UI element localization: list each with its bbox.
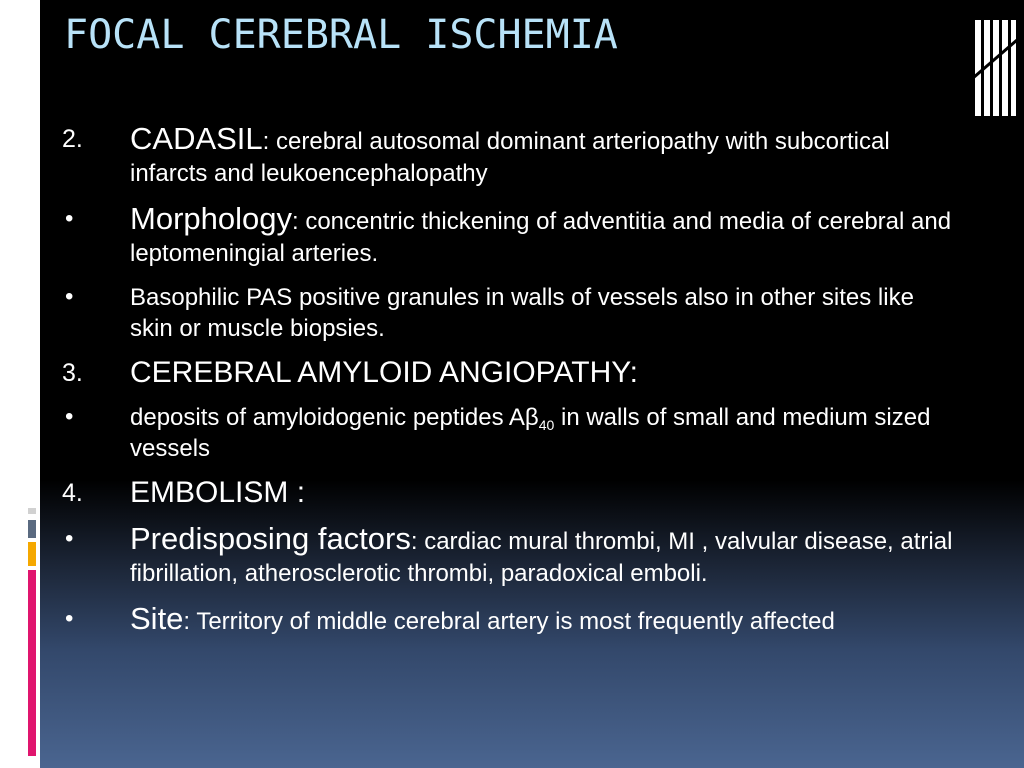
bullet: • (65, 205, 74, 232)
bullet: • (65, 403, 74, 430)
term-morphology: Morphology (130, 201, 292, 236)
decorative-color-bars (28, 508, 40, 758)
list-item-morphology (62, 202, 962, 270)
list-item-cadasil (62, 122, 962, 190)
list-item-amyloid-deposits (62, 402, 962, 464)
definition-morphology: : concentric thickening of adventitia and media of cerebral and leptomeningial arteries. (130, 208, 952, 267)
text-deposits-start: deposits of amyloidogenic peptides Aβ (130, 404, 539, 431)
bullet: • (65, 525, 74, 552)
definition-predisposing-factors: : cardiac mural thrombi, MI , valvular disease, atrial fibrillation, atherosclerotic thrombi, paradoxical emboli. (130, 528, 953, 587)
bullet: • (65, 605, 74, 632)
list-item-basophilic (62, 282, 962, 344)
list-item-amyloid-angiopathy (62, 356, 962, 390)
list-item-site (62, 602, 962, 638)
definition-site: : Territory of middle cerebral artery is most frequently affected (183, 608, 835, 635)
list-number: 3. (62, 359, 83, 387)
term-predisposing-factors: Predisposing factors (130, 521, 411, 556)
slide-content (62, 122, 962, 650)
decor-bar-pink (28, 570, 36, 756)
heading-amyloid-angiopathy: CEREBRAL AMYLOID ANGIOPATHY: (130, 356, 638, 389)
list-number: 2. (62, 125, 83, 153)
window-blinds-icon (973, 18, 1017, 118)
text-basophilic: Basophilic PAS positive granules in walls of vessels also in other sites like skin or muscle biopsies. (130, 284, 914, 342)
list-item-embolism (62, 476, 962, 510)
decor-bar-gray (28, 508, 36, 514)
bullet: • (65, 283, 74, 310)
list-item-predisposing-factors (62, 522, 962, 590)
subscript-40: 40 (538, 417, 555, 433)
heading-embolism: EMBOLISM : (130, 476, 306, 509)
list-number: 4. (62, 479, 83, 507)
term-cadasil: CADASIL (130, 121, 263, 156)
slide-title: FOCAL CEREBRAL ISCHEMIA (64, 12, 618, 58)
definition-cadasil: : cerebral autosomal dominant arteriopathy with subcortical infarcts and leukoencephalopathy (130, 128, 890, 187)
decor-bar-slate (28, 520, 36, 538)
decor-bar-orange (28, 542, 36, 566)
text-deposits-end: in walls of small and medium sized vessels (130, 404, 931, 462)
term-site: Site (130, 601, 184, 636)
